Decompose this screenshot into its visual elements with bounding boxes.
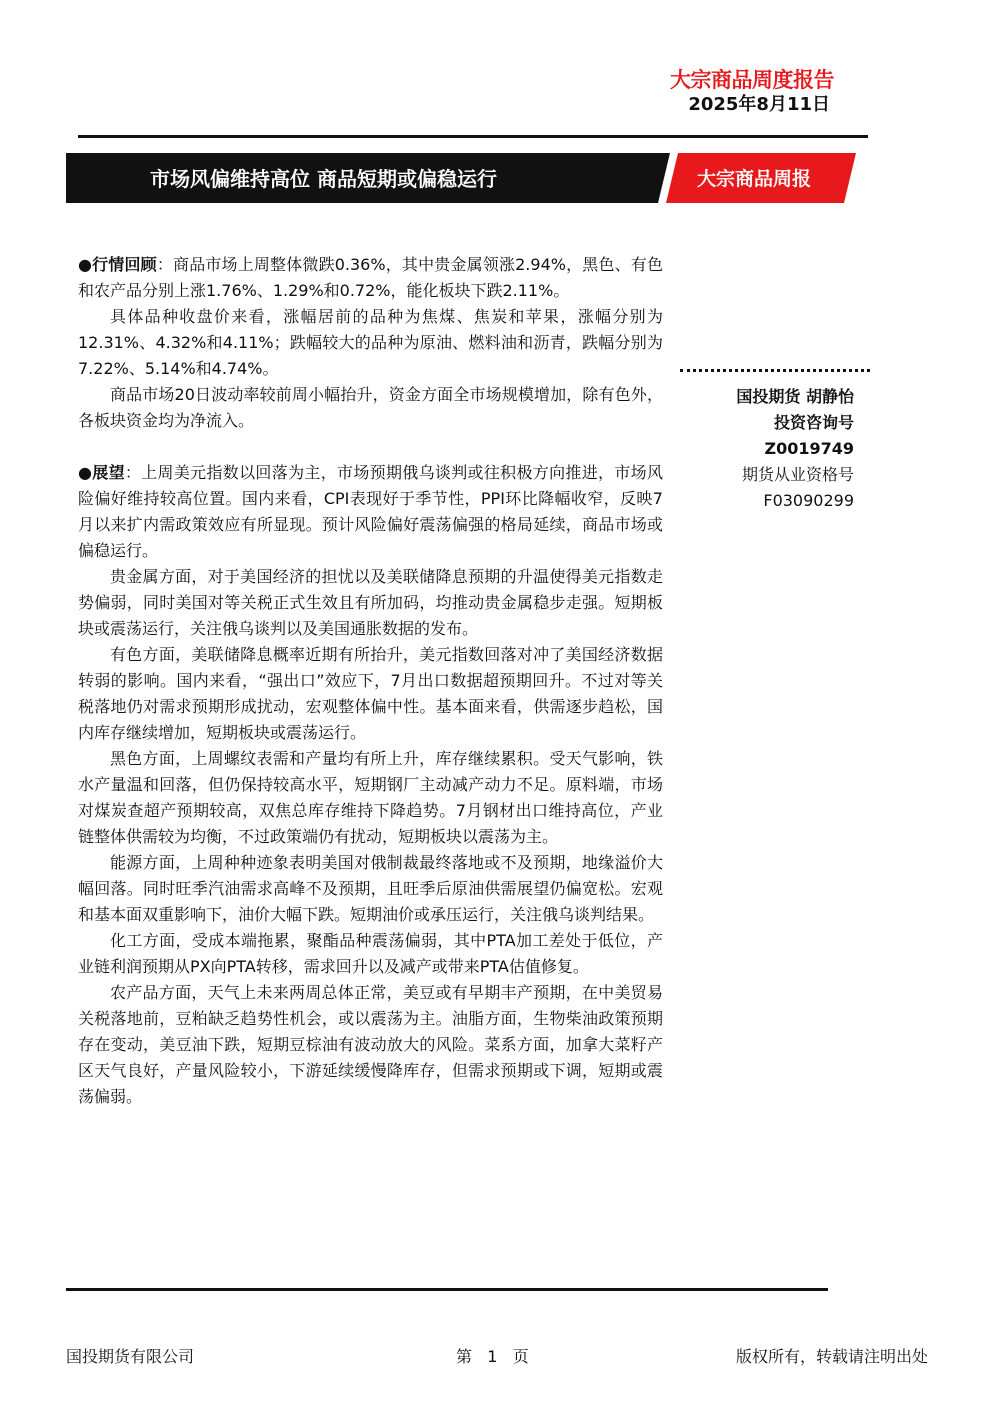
footer-company: 国投期货有限公司 — [66, 1347, 195, 1366]
outlook-p1: 上周美元指数以回落为主，市场预期俄乌谈判或往积极方向推进，市场风险偏好维持较高位置。国内来看，CPI表现好于季节性，PPI环比降幅收窄，反映7月以来扩内需政策效应有所显现。预计风险偏好震荡偏强的格局延续，商品市场或偏稳运行。 — [78, 463, 663, 560]
report-title: 市场风偏维持高位 商品短期或偏稳运行 — [150, 167, 497, 191]
author-info — [736, 384, 854, 514]
market-review-heading: ●行情回顾 — [78, 255, 157, 274]
outlook-summary: ●展望：上周美元指数以回落为主，市场预期俄乌谈判或往积极方向推进，市场风险偏好维持较高位置。国内来看，CPI表现好于季节性，PPI环比降幅收窄，反映7月以来扩内需政策效应有所显现。预计风险偏好震荡偏强的格局延续，商品市场或偏稳运行。 — [78, 463, 663, 560]
outlook-nonferrous: 有色方面，美联储降息概率近期有所抬升，美元指数回落对冲了美国经济数据转弱的影响。国内来看，“强出口”效应下，7月出口数据超预期回升。不过对等关税落地仍对需求预期形成扰动，宏观整体偏中性。基本面来看，供需逐步趋松，国内库存继续增加，短期板块或震荡运行。 — [78, 645, 663, 742]
author-divider — [680, 369, 870, 372]
footer-page-number: 第 1 页 — [456, 1347, 529, 1366]
footer-copyright: 版权所有，转载请注明出处 — [735, 1347, 928, 1366]
author-firm-name: 国投期货 胡静怡 — [736, 387, 854, 406]
outlook-precious-metals: 贵金属方面，对于美国经济的担忧以及美联储降息预期的升温使得美元指数走势偏弱，同时美国对等关税正式生效且有所加码，均推动贵金属稳步走强。短期板块或震荡运行，关注俄乌谈判以及美国通胀数据的发布。 — [78, 567, 663, 638]
top-divider — [78, 135, 868, 138]
license-number: F03090299 — [763, 491, 854, 510]
report-type: 大宗商品周度报告 — [670, 68, 834, 92]
license-label: 期货从业资格号 — [741, 465, 854, 484]
market-review-summary: ●行情回顾：商品市场上周整体微跌0.36%，其中贵金属领涨2.94%，黑色、有色和农产品分别上涨1.76%、1.29%和0.72%，能化板块下跌2.11%。 — [78, 255, 663, 300]
bottom-divider — [66, 1288, 828, 1291]
outlook-heading: ●展望 — [78, 463, 125, 482]
outlook-agriculture: 农产品方面，天气上未来两周总体正常，美豆或有早期丰产预期，在中美贸易关税落地前，豆粕缺乏趋势性机会，或以震荡为主。油脂方面，生物柴油政策预期存在变动，美豆油下跌，短期豆棕油有波动放大的风险。菜系方面，加拿大菜籽产区天气良好，产量风险较小，下游延续缓慢降库存，但需求预期或下调，短期或震荡偏弱。 — [78, 983, 663, 1106]
market-review-p2: 具体品种收盘价来看，涨幅居前的品种为焦煤、焦炭和苹果，涨幅分别为12.31%、4.32%和4.11%；跌幅较大的品种为原油、燃料油和沥青，跌幅分别为7.22%、5.14%和4.74%。 — [78, 307, 663, 378]
market-review-p3: 商品市场20日波动率较前周小幅抬升，资金方面全市场规模增加，除有色外，各板块资金均为净流入。 — [78, 385, 663, 430]
section-spacer — [78, 434, 663, 460]
advisory-number: Z0019749 — [764, 439, 854, 458]
report-tag: 大宗商品周报 — [697, 168, 812, 190]
outlook-chemicals: 化工方面，受成本端拖累，聚酯品种震荡偏弱，其中PTA加工差处于低位，产业链利润预期从PX向PTA转移，需求回升以及减产或带来PTA估值修复。 — [78, 931, 663, 976]
advisory-label: 投资咨询号 — [773, 413, 854, 432]
outlook-ferrous: 黑色方面，上周螺纹表需和产量均有所上升，库存继续累积。受天气影响，铁水产量温和回落，但仍保持较高水平，短期钢厂主动减产动力不足。原料端，市场对煤炭查超产预期较高，双焦总库存维持下降趋势。7月钢材出口维持高位，产业链整体供需较为均衡，不过政策端仍有扰动，短期板块以震荡为主。 — [78, 749, 663, 846]
report-body — [78, 252, 663, 1110]
report-date: 2025年8月11日 — [688, 94, 830, 115]
market-review-p1: 商品市场上周整体微跌0.36%，其中贵金属领涨2.94%，黑色、有色和农产品分别上涨1.76%、1.29%和0.72%，能化板块下跌2.11%。 — [78, 255, 663, 300]
outlook-energy: 能源方面，上周种种迹象表明美国对俄制裁最终落地或不及预期，地缘溢价大幅回落。同时旺季汽油需求高峰不及预期，且旺季后原油供需展望仍偏宽松。宏观和基本面双重影响下，油价大幅下跌。短期油价或承压运行，关注俄乌谈判结果。 — [78, 853, 663, 924]
